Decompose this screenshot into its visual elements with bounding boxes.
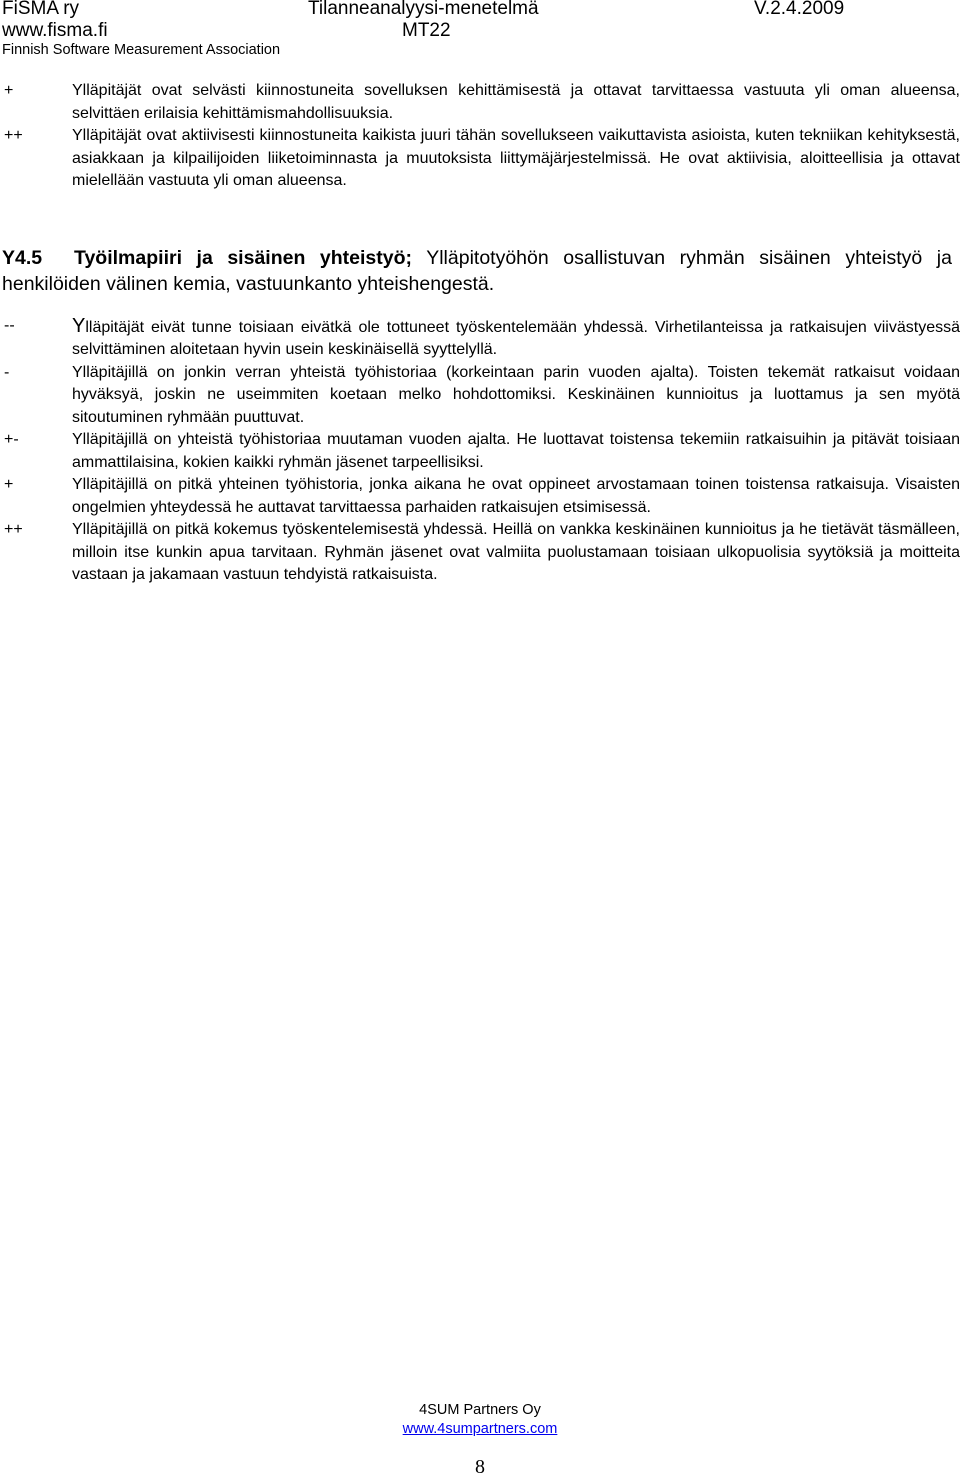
item-marker: + bbox=[4, 82, 14, 99]
level-item bbox=[0, 474, 960, 519]
section-title: Työilmapiiri ja sisäinen yhteistyö; bbox=[74, 246, 413, 269]
item-text: Ylläpitäjät ovat aktiivisesti kiinnostuneita kaikista juuri tähän sovellukseen vaikuttavista asioista, kuten tekniikan kehityksestä, asiakkaan ja kilpailijoiden liiketoiminnasta ja muutoksista liittymäjärjestelmissä. He ovat aktiivisia, aloitteellisia ja ottavat mielellään vastuuta yli oman alueensa. bbox=[72, 127, 960, 189]
level-text: lläpitäjät eivät tunne toisiaan eivätkä ole tottuneet työskentelemään yhdessä. Virhetilanteissa ja ratkaisujen viivästyessä selvittäminen aloitetaan hyvin usein keskinäisellä syyttelyllä. bbox=[72, 318, 960, 358]
header-title: Tilanneanalyysi-menetelmä bbox=[308, 0, 539, 19]
header-code: MT22 bbox=[402, 20, 451, 41]
section-number: Y4.5 bbox=[2, 246, 43, 269]
item-text: Ylläpitäjät ovat selvästi kiinnostuneita sovelluksen kehittämisestä ja ottavat tarvittaessa vastuuta yli oman alueensa, selvittäen erilaisia kehittämismahdollisuuksia. bbox=[72, 82, 960, 122]
document-body bbox=[0, 80, 960, 587]
level-first-letter: Y bbox=[72, 314, 86, 337]
level-text: Ylläpitäjillä on pitkä yhteinen työhistoria, jonka aikana he ovat oppineet arvostamaan toinen toistensa ratkaisuja. Visaisten ongelmien yhteydessä he auttavat tarvittaessa parhaiden ratkaisujen etsimisessä. bbox=[72, 476, 960, 516]
level-marker: +- bbox=[4, 431, 19, 448]
footer-website-link[interactable]: www.4sumpartners.com bbox=[402, 1421, 558, 1437]
level-text: Ylläpitäjillä on yhteistä työhistoriaa muutaman vuoden ajalta. He luottavat toistensa tekemiin ratkaisuihin ja pitävät toisiaan ammattilaisina, kokien kaikki ryhmän jäsenet tarpeellisiksi. bbox=[72, 431, 960, 471]
header-version: V.2.4.2009 bbox=[754, 0, 845, 19]
level-item bbox=[0, 429, 960, 474]
spacer bbox=[0, 297, 960, 315]
level-item bbox=[0, 362, 960, 430]
level-item bbox=[0, 519, 960, 587]
footer-company: 4SUM Partners Oy bbox=[419, 1402, 541, 1418]
level-text: Ylläpitäjillä on pitkä kokemus työskentelemisestä yhdessä. Heillä on vankka keskinäinen kunnioitus ja he tietävät täsmälleen, milloin itse kunkin apua tarvitaan. Ryhmän jäsenet ovat valmiita puolustamaan toisiaan ulkopuolisia syytöksiä ja moitteita vastaan ja jakamaan vastuun tehdyistä ratkaisuista. bbox=[72, 521, 960, 583]
intro-item bbox=[0, 125, 960, 193]
level-text: Ylläpitäjillä on jonkin verran yhteistä työhistoriaa (korkeintaan parin vuoden ajalta). Toisten tekemät ratkaisut voidaan hyväksyä, joskin ne useimmiten koetaan melko hohdottomiksi. Keskinäinen kunnioitus ja luottamus ja sen myötä sitoutuminen ryhmään puuttuvat. bbox=[72, 363, 960, 426]
item-marker: ++ bbox=[4, 127, 23, 144]
level-marker: - bbox=[4, 363, 10, 381]
header-association: Finnish Software Measurement Association bbox=[2, 42, 281, 58]
section-description: Ylläpitotyöhön osallistuvan ryhmän sisäinen yhteistyö ja henkilöiden välinen kemia, vastuunkanto yhteishengestä. bbox=[2, 246, 952, 295]
intro-item bbox=[0, 80, 960, 125]
level-marker: + bbox=[4, 476, 14, 493]
header-org: FiSMA ry bbox=[2, 0, 80, 19]
spacer bbox=[0, 193, 960, 245]
page-number: 8 bbox=[475, 1456, 485, 1478]
level-text-wrap bbox=[72, 315, 960, 362]
section-heading bbox=[0, 245, 952, 297]
header-website: www.fisma.fi bbox=[2, 20, 108, 41]
level-item bbox=[0, 315, 960, 362]
level-marker: ++ bbox=[4, 521, 23, 538]
level-marker: -- bbox=[4, 316, 15, 334]
